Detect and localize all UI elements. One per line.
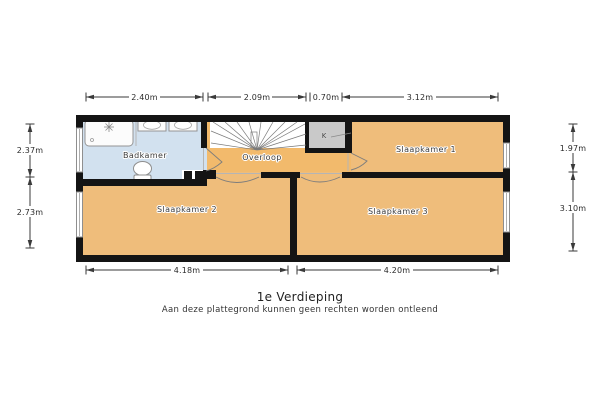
plan-disclaimer: Aan deze plattegrond kunnen geen rechten worden ontleend — [161, 305, 439, 315]
dim-top-4: 3.12m — [406, 93, 434, 102]
dimensions-top — [86, 92, 498, 102]
dimensions-bottom — [86, 265, 498, 275]
dimensions-left — [13, 124, 47, 248]
toilet-icon — [134, 162, 152, 182]
dim-bottom-1: 4.18m — [173, 266, 201, 275]
dim-left-2: 2.73m — [16, 208, 44, 217]
staircase-area — [210, 122, 307, 148]
dim-right-1: 1.97m — [559, 144, 587, 153]
room-label-slaapkamer2: Slaapkamer 2 — [156, 205, 218, 214]
shower-sparkle-icon — [104, 122, 114, 132]
window-slaapkamer2 — [77, 192, 83, 237]
dim-top-1: 2.40m — [131, 93, 158, 102]
dimensions-right — [556, 124, 590, 251]
shaft — [182, 170, 216, 179]
room-label-closet: K — [321, 132, 327, 140]
room-label-slaapkamer3: Slaapkamer 3 — [367, 207, 429, 216]
dim-top-3: 0.70m — [312, 93, 340, 102]
room-label-overloop: Overloop — [242, 153, 282, 162]
window-slaapkamer1 — [504, 143, 510, 168]
window-badkamer — [77, 128, 83, 172]
dim-top-2: 2.09m — [243, 93, 271, 102]
dim-left-1: 2.37m — [16, 146, 44, 155]
plan-title: 1e Verdieping — [256, 290, 344, 304]
room-label-badkamer: Badkamer — [122, 151, 168, 160]
window-slaapkamer3 — [504, 192, 510, 232]
dim-bottom-2: 4.20m — [383, 266, 411, 275]
room-label-slaapkamer1: Slaapkamer 1 — [395, 145, 457, 154]
dim-right-2: 3.10m — [559, 204, 587, 213]
